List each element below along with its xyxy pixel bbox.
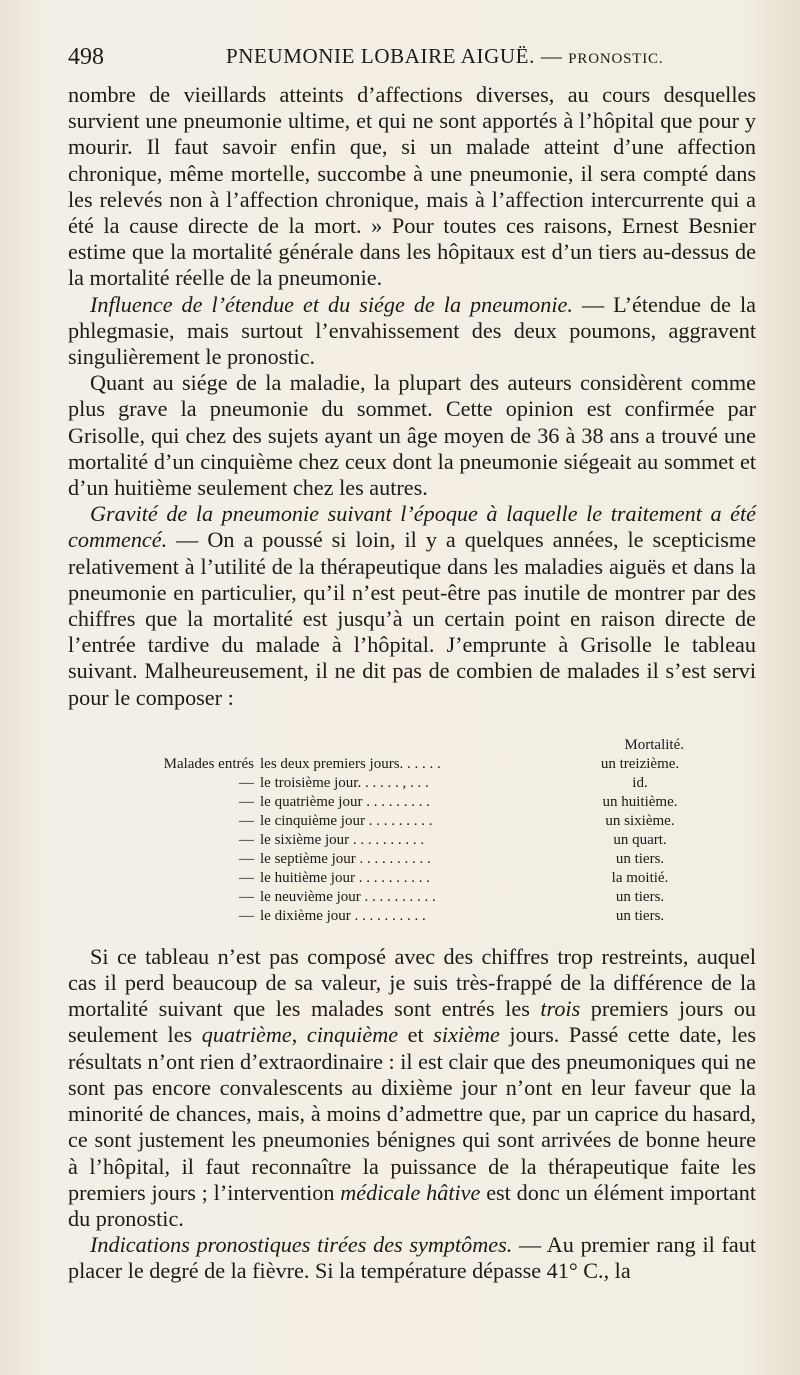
table-cell-day: le quatrième jour . . . . . . . . . (260, 793, 430, 810)
paragraph-5-text-b: premiers jours ou seulement les (68, 996, 756, 1048)
table-cell-admission: — (239, 793, 254, 810)
table-cell-admission: — (239, 812, 254, 829)
mortality-table (68, 736, 756, 926)
table-cell-day: le septième jour . . . . . . . . . . (260, 850, 431, 867)
paragraph-1: nombre de vieillards atteints d’affections diverses, au cours desquelles survient une pneumonie ultime, et qui ne sont apportés à l’hôpital que pour y mourir. Il faut savoir enfin que, si un malade atteint d’une affection chronique, même mortelle, succombe à une pneumonie, il sera compté dans les relevés non à l’affection chronique, mais à l’affection intercurrente qui a été la cause directe de la mort. » Pour toutes ces raisons, Ernest Besnier estime que la mortalité générale dans les hôpitaux est d’un tiers au-dessus de la mortalité réelle de la pneumonie. (68, 82, 756, 291)
running-title-text: PNEUMONIE LOBAIRE AIGUË. — (226, 44, 563, 68)
table-cell-admission: — (239, 774, 254, 791)
paragraph-5-text-d: et (398, 1022, 434, 1048)
table-row (68, 869, 756, 888)
running-subtitle: PRONOSTIC. (568, 51, 664, 67)
table-row (68, 755, 756, 774)
paragraph-4 (68, 501, 756, 711)
table-cell-mortality: id. (632, 774, 648, 791)
running-title (226, 44, 663, 69)
paragraph-5-text-a: Si ce tableau n’est pas composé avec des chiffres trop restreints, auquel cas il perd beaucoup de sa valeur, je suis très-frappé de la différence de la mortalité suivant que les malades sont entrés les (68, 943, 756, 1022)
running-header (68, 44, 750, 76)
page-body (68, 82, 756, 1285)
table-cell-mortality: un quart. (613, 831, 667, 848)
emphasis-sixieme: sixième (433, 1022, 500, 1048)
table-cell-admission: — (239, 831, 254, 848)
table-row (68, 850, 756, 869)
paragraph-6-text: — Au premier rang il faut placer le degré de la fièvre. Si la température dépasse 41° C., la (68, 1232, 756, 1284)
paragraph-5-text-f: est donc un élément important du pronostic. (68, 1179, 756, 1231)
table-cell-mortality: un sixième. (605, 812, 675, 829)
section-title-influence: Influence de l’étendue et du siége de la pneumonie. (90, 291, 573, 317)
emphasis-quatrieme: quatrième (201, 1022, 292, 1048)
paragraph-3: Quant au siége de la maladie, la plupart des auteurs considèrent comme plus grave la pneumonie du sommet. Cette opinion est confirmée par Grisolle, qui chez des sujets ayant un âge moyen de 36 à 38 ans a trouvé une mortalité d’un cinquième chez ceux dont la pneumonie siégeait au sommet et d’un huitième seulement chez les autres. (68, 370, 756, 501)
paragraph-4-text: — On a poussé si loin, il y a quelques années, le scepticisme relativement à l’utilité de la thérapeutique dans les maladies aiguës et dans la pneumonie en particulier, qu’il n’est peut-être pas inutile de montrer par des chiffres que la mortalité est jusqu’à un certain point en raison directe de l’entrée tardive du malade à l’hôpital. J’emprunte à Grisolle le tableau suivant. Malheureusement, il ne dit pas de combien de malades il s’est servi pour le composer : (68, 527, 756, 710)
table-cell-day: le cinquième jour . . . . . . . . . (260, 812, 433, 829)
table-row (68, 888, 756, 907)
table-row (68, 812, 756, 831)
paragraph-2-text: — L’étendue de la phlegmasie, mais surtout l’envahissement des deux poumons, aggravent singulièrement le pronostic. (68, 291, 756, 370)
table-cell-admission: — (239, 907, 254, 924)
section-title-indications: Indications pronostiques tirées des symptômes. (90, 1232, 513, 1258)
table-row (68, 774, 756, 793)
table-cell-mortality: la moitié. (611, 869, 669, 886)
table-cell-mortality: un tiers. (615, 907, 665, 924)
table-header-mortalite: Mortalité. (624, 736, 684, 753)
table-cell-mortality: un huitième. (602, 793, 678, 810)
paragraph-5-text-e: jours. Passé cette date, les résultats n’ont rien d’extraordinaire : il est clair que des pneumoniques qui ne sont pas encore convalescents au dixième jour n’ont en leur faveur que la minorité de chances, mais, à moins d’admettre que, par un caprice du hasard, ce sont justement les pneumonies bénignes qui sont arrivées de bonne heure à l’hôpital, il faut reconnaître la puissance de la thérapeutique faite les premiers jours ; l’intervention (68, 1022, 757, 1205)
section-title-gravite: Gravité de la pneumonie suivant l’époque à laquelle le traitement a été commencé. (68, 501, 756, 553)
table-row (68, 831, 756, 850)
table-cell-day: le neuvième jour . . . . . . . . . . (260, 888, 436, 905)
emphasis-trois: trois (540, 996, 581, 1022)
paragraph-5-text-c: , (291, 1022, 307, 1048)
table-cell-admission: — (239, 850, 254, 867)
table-cell-day: le sixième jour . . . . . . . . . . (260, 831, 425, 848)
table-cell-mortality: un tiers. (615, 888, 665, 905)
table-cell-admission: — (239, 869, 254, 886)
emphasis-cinquieme: cinquième (306, 1022, 399, 1048)
table-cell-day: le dixième jour . . . . . . . . . . (260, 907, 426, 924)
table-cell-day: le troisième jour. . . . . . , . . . (260, 774, 429, 791)
table-cell-mortality: un treizième. (600, 755, 680, 772)
paragraph-6 (68, 1232, 756, 1284)
table-cell-day: les deux premiers jours. . . . . . (260, 755, 441, 772)
page-number: 498 (68, 44, 104, 70)
table-cell-admission: Malades entrés (163, 755, 254, 772)
paragraph-2 (68, 292, 756, 371)
table-row (68, 907, 756, 926)
table-cell-day: le huitième jour . . . . . . . . . . (260, 869, 430, 886)
emphasis-medicale-hative: médicale hâtive (340, 1179, 481, 1205)
paragraph-5 (68, 944, 756, 1232)
table-row (68, 793, 756, 812)
table-cell-admission: — (239, 888, 254, 905)
table-cell-mortality: un tiers. (615, 850, 665, 867)
